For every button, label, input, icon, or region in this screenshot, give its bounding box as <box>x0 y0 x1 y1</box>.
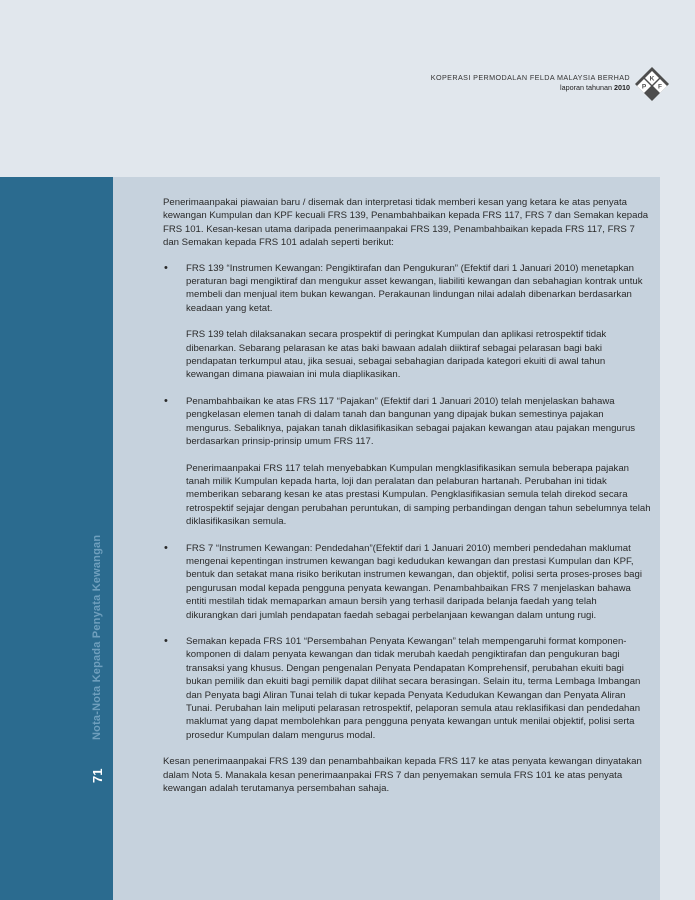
bullet-paragraph: Penerimaanpakai FRS 117 telah menyebabkan Kumpulan mengklasifikasikan semula beberapa pajakan tanah milik Kumpulan kepada harta, loji dan peralatan dan pelaburan hartanah. Perubahan ini tidak memberikan sebarang kesan ke atas prestasi Kumpulan. Pengklasifikasian semula telah direkod secara retrospektif sejajar dengan perubahan peruntukan, di samping perbandingan dengan tahun sebelumnya telah diklasifikasikan semula. <box>186 462 651 528</box>
report-year: 2010 <box>614 83 630 92</box>
report-title <box>431 83 630 93</box>
logo-letter-k: K <box>649 75 655 83</box>
bullet-item-frs117 <box>163 395 651 529</box>
page-header <box>0 0 695 177</box>
header-text <box>431 73 630 93</box>
bullet-item-frs7 <box>163 542 651 622</box>
report-prefix: laporan tahunan <box>560 83 612 92</box>
bullet-paragraph: • Penambahbaikan ke atas FRS 117 “Pajakan” (Efektif dari 1 Januari 2010) telah menjelaskan bahawa pengkelasan elemen tanah di dalam tanah dan bangunan yang dipajak bukan semestinya pajakan mengurus. Sebaliknya, pajakan tanah diklasifikasikan sebagai pajakan kewangan atau pajakan mengurus berdasarkan prinsip-prinsip umum FRS 117. <box>186 395 636 448</box>
page-number: 71 <box>90 768 105 783</box>
kpf-logo-icon <box>634 66 670 102</box>
body-text <box>163 196 651 795</box>
bullet-paragraph: • FRS 7 “Instrumen Kewangan: Pendedahan”(Efektif dari 1 Januari 2010) memberi pendedahan maklumat mengenai kepentingan instrumen kewangan bagi kedudukan kewangan dan prestasi Kumpulan dan KPF, bentuk dan setakat mana risiko berikutan instrumen kewangan, dan objektif, polisi serta proses-proses bagi pengurusan modal kepada pengguna penyata kewangan. Penambahbaikan FRS 7 menjelaskan bahawa entiti mestilah tidak memaparkan amaun bersih yang terhasil daripada belanja faedah yang telah dikurangkan dari jumlah pendapatan faedah sebagai perbelanjaan kewangan dalam untung rugi. <box>186 542 642 621</box>
bullet-paragraph: • FRS 139 “Instrumen Kewangan: Pengiktirafan dan Pengukuran” (Efektif dari 1 Januari 2010) menetapkan peraturan bagi mengiktiraf dan mengukur asset kewangan, liabiliti kewangan dan sebahagian kontrak untuk membeli dan menjual item bukan kewangan. Perakaunan lindungan nilai adalah dibenarkan berdasarkan keadaan yang ketat. <box>186 262 643 314</box>
logo-letter-f: F <box>658 83 662 91</box>
bullet-list <box>163 262 651 743</box>
bullet-paragraph: • Semakan kepada FRS 101 “Persembahan Penyata Kewangan” telah mempengaruhi format komponen-komponen di dalam penyata kewangan dan tidak merubah kaedah pengiktirafan dan pengukuran bagi transaksi yang khusus. Dengan pengenalan Penyata Pendapatan Komprehensif, perubahan ekuiti bagi bukan pemilik dan ekuiti bagi pemilik dapat dilihat secara berasingan. Selain itu, terma Lembaga Imbangan dan Penyata bagi Aliran Tunai telah di tukar kepada Penyata Kedudukan Kewangan dan Penyata Aliran Tunai. Perubahan lain meliputi pelarasan retrospektif, pelaporan semula atau reklasifikasi dan pendedahan maklumat yang dapat membolehkan para pengguna penyata kewangan untuk menilai objektif, polisi serta prosedur Kumpulan dalam mengurus modal. <box>186 635 641 741</box>
closing-paragraph: Kesan penerimaanpakai FRS 139 dan penambahbaikan kepada FRS 117 ke atas penyata kewangan dinyatakan dalam Nota 5. Manakala kesan penerimaanpakai FRS 7 dan penyemakan semula FRS 101 ke atas penyata kewangan adalah terutamanya persembahan sahaja. <box>163 756 642 795</box>
bullet-item-frs139 <box>163 262 651 382</box>
bullet-paragraph: FRS 139 telah dilaksanakan secara prospektif di peringkat Kumpulan dan aplikasi retrospektif tidak dibenarkan. Sebarang pelarasan ke atas baki bawaan adalah diiktiraf sebagai pelarasan bagi baki pendapatan terkumpul atau, jika sesuai, sebagai sebahagian daripada kategori ekuiti di awal tahun kewangan dimana piawaian ini mula diaplikasikan. <box>186 329 607 381</box>
intro-paragraph: Penerimaanpakai piawaian baru / disemak dan interpretasi tidak memberi kesan yang ketara ke atas penyata kewangan Kumpulan dan KPF kecuali FRS 139, Penambahbaikan kepada FRS 117, FRS 7 dan Semakan kepada FRS 101. Kesan-kesan utama daripada penerimaanpakai FRS 139, Penambahbaikan kepada FRS 117, FRS 7 dan Semakan kepada FRS 101 adalah seperti berikut: <box>163 197 649 249</box>
logo-letter-p: P <box>641 83 647 91</box>
right-margin <box>660 177 695 900</box>
section-title: Nota-Nota Kepada Penyata Kewangan <box>91 534 103 740</box>
bullet-item-frs101 <box>163 635 651 742</box>
organization-name: KOPERASI PERMODALAN FELDA MALAYSIA BERHAD <box>430 73 630 82</box>
